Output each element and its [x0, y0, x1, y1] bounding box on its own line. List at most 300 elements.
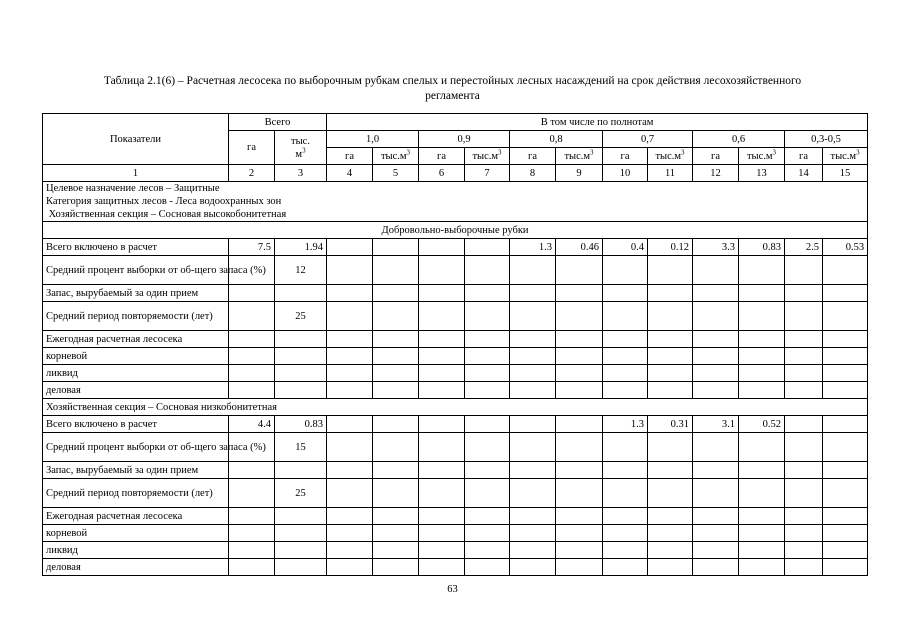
table-cell	[275, 382, 327, 399]
unit-tys-m-label: тыс.м	[564, 150, 591, 162]
table-cell: 0.31	[648, 416, 693, 433]
row-label: Средний период повторяемости (лет)	[43, 302, 229, 331]
unit-tys-m-label: тыс.м	[746, 150, 773, 162]
table-cell	[510, 348, 556, 365]
table-cell: 0.53	[823, 239, 868, 256]
header-m-label: м	[295, 148, 303, 160]
table-cell	[465, 331, 510, 348]
info-block	[43, 182, 868, 222]
table-cell	[327, 433, 373, 462]
table-cell	[739, 542, 785, 559]
table-row	[43, 433, 868, 462]
column-number: 2	[229, 165, 275, 182]
table-cell	[693, 331, 739, 348]
table-cell	[648, 382, 693, 399]
table-cell	[275, 365, 327, 382]
table-cell: 0.52	[739, 416, 785, 433]
table-cell	[648, 433, 693, 462]
table-cell	[603, 462, 648, 479]
table-row	[43, 382, 868, 399]
row-label: Средний процент выборки от об-щего запаса (%)	[43, 256, 229, 285]
row-label: Средний процент выборки от об-щего запаса (%)	[43, 433, 229, 462]
row-label: Всего включено в расчет	[43, 239, 229, 256]
unit-cube-sup: 3	[681, 148, 685, 156]
table-cell	[823, 462, 868, 479]
table-cell	[785, 508, 823, 525]
table-cell	[419, 462, 465, 479]
table-cell	[327, 479, 373, 508]
table-cell	[465, 348, 510, 365]
table-cell	[327, 382, 373, 399]
table-cell	[275, 285, 327, 302]
table-cell	[465, 462, 510, 479]
table-cell	[229, 331, 275, 348]
table-cell	[785, 365, 823, 382]
table-cell	[556, 256, 603, 285]
column-number: 1	[43, 165, 229, 182]
table-cell	[785, 348, 823, 365]
unit-tys-m3	[465, 148, 510, 165]
row-label: ликвид	[43, 542, 229, 559]
table-cell	[785, 382, 823, 399]
row-label: корневой	[43, 348, 229, 365]
column-number: 4	[327, 165, 373, 182]
unit-tys-m3	[823, 148, 868, 165]
table-cell	[603, 331, 648, 348]
table-cell	[229, 382, 275, 399]
row-label: деловая	[43, 382, 229, 399]
header-including: В том числе по полнотам	[327, 114, 868, 131]
table-cell	[648, 365, 693, 382]
column-number: 3	[275, 165, 327, 182]
unit-tys-m3	[373, 148, 419, 165]
table-cell	[785, 479, 823, 508]
table-cell	[373, 433, 419, 462]
table-cell	[693, 348, 739, 365]
unit-ga: га	[785, 148, 823, 165]
table-cell	[648, 462, 693, 479]
table-cell	[465, 256, 510, 285]
table-cell	[510, 285, 556, 302]
table-cell	[327, 285, 373, 302]
table-cell	[275, 462, 327, 479]
table-cell	[419, 433, 465, 462]
unit-cube-sup: 3	[856, 148, 860, 156]
table-cell	[465, 302, 510, 331]
table-cell	[510, 382, 556, 399]
table-cell	[823, 416, 868, 433]
table-cell	[823, 285, 868, 302]
table-cell	[327, 542, 373, 559]
header-cube-sup: 3	[302, 146, 306, 154]
column-number: 11	[648, 165, 693, 182]
table-cell	[739, 285, 785, 302]
table-cell: 3.1	[693, 416, 739, 433]
caption-line-1: Таблица 2.1(6) – Расчетная лесосека по выборочным рубкам спелых и перестойных лесных насаждений на срок действия лесохозяйственного	[103, 75, 802, 87]
table-cell	[510, 302, 556, 331]
table-cell	[785, 331, 823, 348]
column-number: 7	[465, 165, 510, 182]
table-cell	[823, 365, 868, 382]
table-cell	[693, 462, 739, 479]
cutting-type-row	[43, 222, 868, 239]
table-cell: 15	[275, 433, 327, 462]
table-cell	[275, 508, 327, 525]
table-cell: 1.3	[603, 416, 648, 433]
table-cell	[419, 302, 465, 331]
table-cell	[739, 302, 785, 331]
table-cell	[823, 542, 868, 559]
table-cell	[373, 302, 419, 331]
table-cell	[823, 382, 868, 399]
table-cell	[327, 348, 373, 365]
table-cell	[785, 416, 823, 433]
table-cell	[465, 508, 510, 525]
table-row	[43, 462, 868, 479]
unit-tys-m3	[739, 148, 785, 165]
section-2-title: Хозяйственная секция – Сосновая низкобонитетная	[43, 399, 868, 416]
table-cell	[785, 433, 823, 462]
table-cell	[419, 239, 465, 256]
table-cell	[327, 331, 373, 348]
table-cell	[785, 285, 823, 302]
column-number: 9	[556, 165, 603, 182]
table-cell	[739, 462, 785, 479]
table-cell	[823, 302, 868, 331]
row-label: Ежегодная расчетная лесосека	[43, 331, 229, 348]
unit-tys-m-label: тыс.м	[655, 150, 682, 162]
table-cell	[556, 382, 603, 399]
table-cell	[510, 433, 556, 462]
table-cell	[327, 239, 373, 256]
table-cell	[465, 416, 510, 433]
unit-ga: га	[327, 148, 373, 165]
table-cell	[510, 331, 556, 348]
table-cell	[603, 525, 648, 542]
column-number: 5	[373, 165, 419, 182]
table-cell	[603, 433, 648, 462]
table-cell	[419, 348, 465, 365]
table-cell	[739, 348, 785, 365]
unit-tys-m-label: тыс.м	[830, 150, 857, 162]
table-cell	[739, 508, 785, 525]
allowable-cut-table	[42, 113, 868, 576]
table-cell: 0.4	[603, 239, 648, 256]
table-cell	[556, 433, 603, 462]
table-cell	[275, 331, 327, 348]
caption-line-2: регламента	[425, 90, 480, 102]
table-cell	[419, 416, 465, 433]
table-cell: 0.83	[739, 239, 785, 256]
unit-ga: га	[603, 148, 648, 165]
table-cell	[693, 365, 739, 382]
table-cell	[510, 525, 556, 542]
page-number: 63	[447, 584, 458, 595]
column-number: 15	[823, 165, 868, 182]
table-cell	[603, 348, 648, 365]
unit-ga: га	[693, 148, 739, 165]
table-cell	[373, 508, 419, 525]
table-row	[43, 559, 868, 576]
table-cell	[510, 559, 556, 576]
table-cell	[823, 479, 868, 508]
table-cell	[419, 542, 465, 559]
table-cell: 0.12	[648, 239, 693, 256]
table-cell	[648, 348, 693, 365]
table-cell	[229, 525, 275, 542]
table-cell	[693, 256, 739, 285]
table-cell	[373, 542, 419, 559]
table-cell	[739, 559, 785, 576]
table-cell	[556, 479, 603, 508]
table-cell	[229, 462, 275, 479]
table-cell	[510, 256, 556, 285]
row-label: Ежегодная расчетная лесосека	[43, 508, 229, 525]
table-cell	[556, 542, 603, 559]
unit-cube-sup: 3	[498, 148, 502, 156]
table-cell	[603, 365, 648, 382]
table-cell	[693, 525, 739, 542]
table-cell	[229, 365, 275, 382]
column-number: 8	[510, 165, 556, 182]
table-cell	[823, 256, 868, 285]
table-cell	[785, 525, 823, 542]
row-label: ликвид	[43, 365, 229, 382]
table-cell	[556, 302, 603, 331]
table-cell	[275, 348, 327, 365]
table-cell	[785, 542, 823, 559]
table-cell	[465, 479, 510, 508]
table-cell: 12	[275, 256, 327, 285]
table-row	[43, 239, 868, 256]
table-cell	[275, 542, 327, 559]
table-cell	[739, 256, 785, 285]
table-cell	[327, 365, 373, 382]
purpose-line: Целевое назначение лесов – Защитные	[46, 183, 220, 194]
table-cell	[693, 382, 739, 399]
table-cell	[693, 559, 739, 576]
table-cell	[510, 542, 556, 559]
table-cell	[648, 525, 693, 542]
table-cell	[648, 559, 693, 576]
table-cell: 0.46	[556, 239, 603, 256]
density-0-3-0-5: 0,3-0,5	[785, 131, 868, 148]
table-cell	[603, 559, 648, 576]
density-0-8: 0,8	[510, 131, 603, 148]
table-cell	[556, 331, 603, 348]
unit-cube-sup: 3	[590, 148, 594, 156]
header-total-ga: га	[229, 131, 275, 165]
table-caption	[30, 74, 875, 104]
table-cell	[556, 365, 603, 382]
table-cell	[823, 508, 868, 525]
table-row	[43, 256, 868, 285]
table-cell: 3.3	[693, 239, 739, 256]
table-cell	[229, 542, 275, 559]
table-row	[43, 416, 868, 433]
row-label: Всего включено в расчет	[43, 416, 229, 433]
table-cell	[739, 479, 785, 508]
density-0-9: 0,9	[419, 131, 510, 148]
table-cell	[739, 382, 785, 399]
table-cell	[275, 559, 327, 576]
table-cell	[823, 331, 868, 348]
table-cell	[648, 479, 693, 508]
table-cell	[465, 285, 510, 302]
table-cell	[693, 542, 739, 559]
table-cell	[823, 525, 868, 542]
table-cell	[229, 479, 275, 508]
unit-tys-m3	[648, 148, 693, 165]
table-cell	[419, 256, 465, 285]
table-row	[43, 331, 868, 348]
table-cell	[556, 508, 603, 525]
table-row	[43, 508, 868, 525]
table-cell	[373, 462, 419, 479]
header-total: Всего	[229, 114, 327, 131]
table-cell	[229, 285, 275, 302]
density-1-0: 1,0	[327, 131, 419, 148]
table-row	[43, 542, 868, 559]
table-cell	[739, 365, 785, 382]
table-cell	[648, 256, 693, 285]
table-cell	[823, 433, 868, 462]
header-row-1	[43, 114, 868, 131]
table-cell	[419, 479, 465, 508]
column-number: 14	[785, 165, 823, 182]
table-cell	[229, 559, 275, 576]
row-label: деловая	[43, 559, 229, 576]
table-row	[43, 365, 868, 382]
table-cell	[419, 508, 465, 525]
header-total-tys-m3	[275, 131, 327, 165]
table-cell	[373, 239, 419, 256]
table-cell	[327, 508, 373, 525]
table-cell	[739, 525, 785, 542]
table-cell	[327, 525, 373, 542]
section-2-row	[43, 399, 868, 416]
table-cell	[693, 285, 739, 302]
table-cell	[823, 348, 868, 365]
table-cell: 7.5	[229, 239, 275, 256]
table-cell	[785, 559, 823, 576]
column-number: 12	[693, 165, 739, 182]
row-label: корневой	[43, 525, 229, 542]
column-number: 10	[603, 165, 648, 182]
unit-cube-sup: 3	[772, 148, 777, 156]
table-cell	[510, 479, 556, 508]
table-cell	[603, 382, 648, 399]
column-numbers-row	[43, 165, 868, 182]
density-0-7: 0,7	[603, 131, 693, 148]
table-cell: 0.83	[275, 416, 327, 433]
table-cell	[648, 508, 693, 525]
table-row	[43, 525, 868, 542]
table-cell	[648, 302, 693, 331]
category-line: Категория защитных лесов - Леса водоохранных зон	[46, 196, 282, 207]
table-cell	[229, 302, 275, 331]
table-cell	[693, 433, 739, 462]
info-row	[43, 182, 868, 222]
table-cell	[648, 331, 693, 348]
table-cell	[229, 348, 275, 365]
table-cell	[373, 365, 419, 382]
table-cell	[419, 525, 465, 542]
table-cell	[785, 462, 823, 479]
table-cell	[556, 525, 603, 542]
table-row	[43, 348, 868, 365]
table-cell	[327, 559, 373, 576]
table-cell	[419, 285, 465, 302]
table-cell	[693, 479, 739, 508]
table-cell	[373, 382, 419, 399]
table-row	[43, 285, 868, 302]
table-cell	[510, 416, 556, 433]
table-cell	[373, 285, 419, 302]
header-indicators: Показатели	[43, 114, 229, 165]
section-1-line: Хозяйственная секция – Сосновая высокобонитетная	[46, 209, 287, 220]
table-cell	[603, 508, 648, 525]
table-cell: 25	[275, 302, 327, 331]
table-cell	[510, 508, 556, 525]
table-cell	[823, 559, 868, 576]
table-cell	[419, 365, 465, 382]
column-number: 13	[739, 165, 785, 182]
table-cell	[373, 256, 419, 285]
table-cell	[419, 382, 465, 399]
table-cell	[603, 302, 648, 331]
table-cell	[373, 348, 419, 365]
cutting-type: Добровольно-выборочные рубки	[43, 222, 868, 239]
table-cell: 1.94	[275, 239, 327, 256]
table-cell: 1.3	[510, 239, 556, 256]
table-cell	[465, 525, 510, 542]
table-cell	[556, 285, 603, 302]
table-cell: 4.4	[229, 416, 275, 433]
table-cell	[785, 302, 823, 331]
table-cell	[419, 559, 465, 576]
table-cell	[603, 542, 648, 559]
table-cell	[739, 433, 785, 462]
table-cell	[465, 239, 510, 256]
table-cell	[603, 256, 648, 285]
unit-tys-m-label: тыс.м	[472, 150, 499, 162]
table-cell	[693, 508, 739, 525]
table-cell	[465, 542, 510, 559]
table-cell	[603, 479, 648, 508]
table-cell	[327, 462, 373, 479]
table-cell: 25	[275, 479, 327, 508]
table-cell	[373, 331, 419, 348]
table-cell	[510, 462, 556, 479]
table-cell	[275, 525, 327, 542]
unit-ga: га	[510, 148, 556, 165]
table-cell	[373, 416, 419, 433]
table-cell	[327, 256, 373, 285]
column-number: 6	[419, 165, 465, 182]
table-cell	[556, 559, 603, 576]
table-cell	[739, 331, 785, 348]
table-cell	[373, 525, 419, 542]
row-label: Средний период повторяемости (лет)	[43, 479, 229, 508]
table-cell	[556, 462, 603, 479]
unit-tys-m3	[556, 148, 603, 165]
table-cell	[785, 256, 823, 285]
table-cell	[327, 302, 373, 331]
table-row	[43, 302, 868, 331]
table-cell	[229, 508, 275, 525]
table-cell	[373, 479, 419, 508]
